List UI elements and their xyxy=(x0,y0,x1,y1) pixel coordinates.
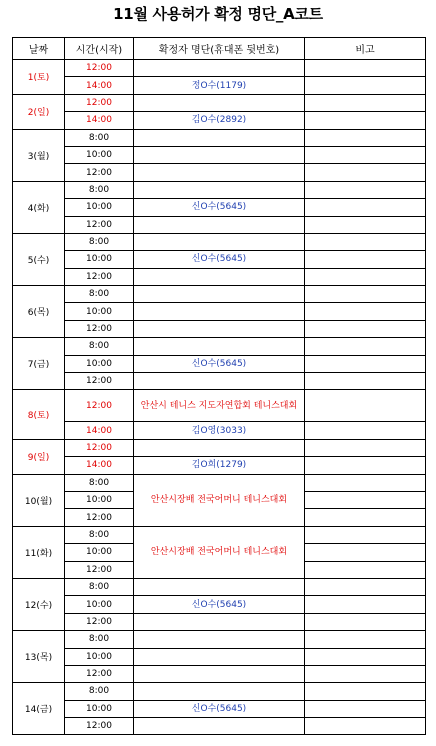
name-cell xyxy=(134,60,305,77)
note-cell xyxy=(305,718,426,735)
date-cell: 1(토) xyxy=(13,60,65,95)
note-cell xyxy=(305,251,426,268)
note-cell xyxy=(305,596,426,613)
time-cell: 12:00 xyxy=(65,439,134,456)
note-cell xyxy=(305,164,426,181)
table-row xyxy=(13,94,426,111)
table-row xyxy=(13,373,426,390)
time-cell: 14:00 xyxy=(65,112,134,129)
time-cell: 14:00 xyxy=(65,457,134,474)
time-cell: 12:00 xyxy=(65,373,134,390)
time-cell: 8:00 xyxy=(65,578,134,595)
note-cell xyxy=(305,181,426,198)
table-row xyxy=(13,338,426,355)
schedule-table xyxy=(12,37,426,735)
note-cell xyxy=(305,683,426,700)
name-cell: 정O수(1179) xyxy=(134,77,305,94)
name-cell xyxy=(134,578,305,595)
time-cell: 12:00 xyxy=(65,613,134,630)
name-cell xyxy=(134,439,305,456)
note-cell xyxy=(305,526,426,543)
table-row xyxy=(13,181,426,198)
name-cell xyxy=(134,129,305,146)
table-row xyxy=(13,129,426,146)
time-cell: 8:00 xyxy=(65,338,134,355)
schedule-body xyxy=(13,60,426,735)
date-cell: 2(일) xyxy=(13,94,65,129)
time-cell: 10:00 xyxy=(65,596,134,613)
table-row xyxy=(13,164,426,181)
time-cell: 8:00 xyxy=(65,181,134,198)
table-row xyxy=(13,422,426,439)
date-cell: 4(화) xyxy=(13,181,65,233)
time-cell: 12:00 xyxy=(65,216,134,233)
name-cell xyxy=(134,303,305,320)
table-row xyxy=(13,320,426,337)
name-cell: 김O영(3033) xyxy=(134,422,305,439)
note-cell xyxy=(305,216,426,233)
header-note: 비고 xyxy=(305,38,426,60)
event-cell: 안산시 테니스 지도자연합회 테니스대회 xyxy=(134,390,305,422)
table-row xyxy=(13,457,426,474)
time-cell: 10:00 xyxy=(65,648,134,665)
table-row xyxy=(13,146,426,163)
table-row xyxy=(13,648,426,665)
note-cell xyxy=(305,355,426,372)
note-cell xyxy=(305,199,426,216)
note-cell xyxy=(305,561,426,578)
note-cell xyxy=(305,94,426,111)
time-cell: 8:00 xyxy=(65,129,134,146)
note-cell xyxy=(305,303,426,320)
table-row xyxy=(13,596,426,613)
note-cell xyxy=(305,286,426,303)
note-cell xyxy=(305,233,426,250)
time-cell: 10:00 xyxy=(65,355,134,372)
date-cell: 10(월) xyxy=(13,474,65,526)
table-row xyxy=(13,683,426,700)
time-cell: 14:00 xyxy=(65,422,134,439)
time-cell: 12:00 xyxy=(65,60,134,77)
note-cell xyxy=(305,60,426,77)
name-cell xyxy=(134,631,305,648)
table-row xyxy=(13,700,426,717)
name-cell xyxy=(134,373,305,390)
date-cell: 14(금) xyxy=(13,683,65,735)
note-cell xyxy=(305,509,426,526)
name-cell xyxy=(134,718,305,735)
table-row xyxy=(13,613,426,630)
time-cell: 12:00 xyxy=(65,390,134,422)
time-cell: 12:00 xyxy=(65,665,134,682)
table-row xyxy=(13,578,426,595)
time-cell: 10:00 xyxy=(65,700,134,717)
table-row xyxy=(13,268,426,285)
time-cell: 12:00 xyxy=(65,561,134,578)
name-cell: 신O수(5645) xyxy=(134,700,305,717)
time-cell: 10:00 xyxy=(65,146,134,163)
table-row xyxy=(13,112,426,129)
name-cell xyxy=(134,286,305,303)
time-cell: 12:00 xyxy=(65,718,134,735)
header-names: 확정자 명단(휴대폰 뒷번호) xyxy=(134,38,305,60)
date-cell: 12(수) xyxy=(13,578,65,630)
header-time: 시간(시작) xyxy=(65,38,134,60)
name-cell xyxy=(134,648,305,665)
table-row xyxy=(13,718,426,735)
note-cell xyxy=(305,491,426,508)
name-cell xyxy=(134,181,305,198)
name-cell xyxy=(134,320,305,337)
table-row xyxy=(13,233,426,250)
time-cell: 8:00 xyxy=(65,474,134,491)
name-cell: 신O수(5645) xyxy=(134,596,305,613)
note-cell xyxy=(305,439,426,456)
name-cell xyxy=(134,146,305,163)
table-row xyxy=(13,439,426,456)
time-cell: 10:00 xyxy=(65,303,134,320)
name-cell xyxy=(134,338,305,355)
time-cell: 8:00 xyxy=(65,683,134,700)
time-cell: 10:00 xyxy=(65,199,134,216)
header-date: 날짜 xyxy=(13,38,65,60)
date-cell: 11(화) xyxy=(13,526,65,578)
note-cell xyxy=(305,77,426,94)
note-cell xyxy=(305,338,426,355)
table-row xyxy=(13,60,426,77)
name-cell xyxy=(134,683,305,700)
date-cell: 13(목) xyxy=(13,631,65,683)
note-cell xyxy=(305,146,426,163)
time-cell: 10:00 xyxy=(65,544,134,561)
note-cell xyxy=(305,700,426,717)
note-cell xyxy=(305,422,426,439)
name-cell xyxy=(134,268,305,285)
name-cell xyxy=(134,665,305,682)
table-row xyxy=(13,303,426,320)
name-cell xyxy=(134,94,305,111)
page-title: 11월 사용허가 확정 명단_A코트 xyxy=(113,5,323,23)
date-cell: 6(목) xyxy=(13,286,65,338)
time-cell: 12:00 xyxy=(65,320,134,337)
note-cell xyxy=(305,320,426,337)
note-cell xyxy=(305,129,426,146)
name-cell xyxy=(134,233,305,250)
table-row xyxy=(13,199,426,216)
event-cell: 안산시장배 전국어머니 테니스대회 xyxy=(134,526,305,578)
name-cell: 신O수(5645) xyxy=(134,199,305,216)
table-row xyxy=(13,665,426,682)
table-row xyxy=(13,474,426,491)
name-cell: 신O수(5645) xyxy=(134,355,305,372)
name-cell xyxy=(134,164,305,181)
time-cell: 12:00 xyxy=(65,268,134,285)
name-cell: 김O수(2892) xyxy=(134,112,305,129)
time-cell: 14:00 xyxy=(65,77,134,94)
note-cell xyxy=(305,578,426,595)
time-cell: 10:00 xyxy=(65,251,134,268)
note-cell xyxy=(305,648,426,665)
note-cell xyxy=(305,457,426,474)
date-cell: 3(월) xyxy=(13,129,65,181)
time-cell: 8:00 xyxy=(65,526,134,543)
table-row xyxy=(13,77,426,94)
event-cell: 안산시장배 전국어머니 테니스대회 xyxy=(134,474,305,526)
note-cell xyxy=(305,631,426,648)
header-row xyxy=(13,38,426,60)
note-cell xyxy=(305,544,426,561)
note-cell xyxy=(305,373,426,390)
table-row xyxy=(13,286,426,303)
note-cell xyxy=(305,613,426,630)
table-row xyxy=(13,251,426,268)
table-row xyxy=(13,216,426,233)
table-row xyxy=(13,390,426,422)
time-cell: 12:00 xyxy=(65,164,134,181)
name-cell: 신O수(5645) xyxy=(134,251,305,268)
date-cell: 8(토) xyxy=(13,390,65,439)
time-cell: 8:00 xyxy=(65,286,134,303)
note-cell xyxy=(305,112,426,129)
note-cell xyxy=(305,474,426,491)
note-cell xyxy=(305,268,426,285)
date-cell: 5(수) xyxy=(13,233,65,285)
time-cell: 10:00 xyxy=(65,491,134,508)
table-row xyxy=(13,355,426,372)
name-cell xyxy=(134,613,305,630)
name-cell xyxy=(134,216,305,233)
date-cell: 7(금) xyxy=(13,338,65,390)
date-cell: 9(일) xyxy=(13,439,65,474)
time-cell: 8:00 xyxy=(65,631,134,648)
note-cell xyxy=(305,665,426,682)
name-cell: 김O희(1279) xyxy=(134,457,305,474)
time-cell: 12:00 xyxy=(65,509,134,526)
table-row xyxy=(13,631,426,648)
note-cell xyxy=(305,390,426,422)
time-cell: 8:00 xyxy=(65,233,134,250)
time-cell: 12:00 xyxy=(65,94,134,111)
table-row xyxy=(13,526,426,543)
